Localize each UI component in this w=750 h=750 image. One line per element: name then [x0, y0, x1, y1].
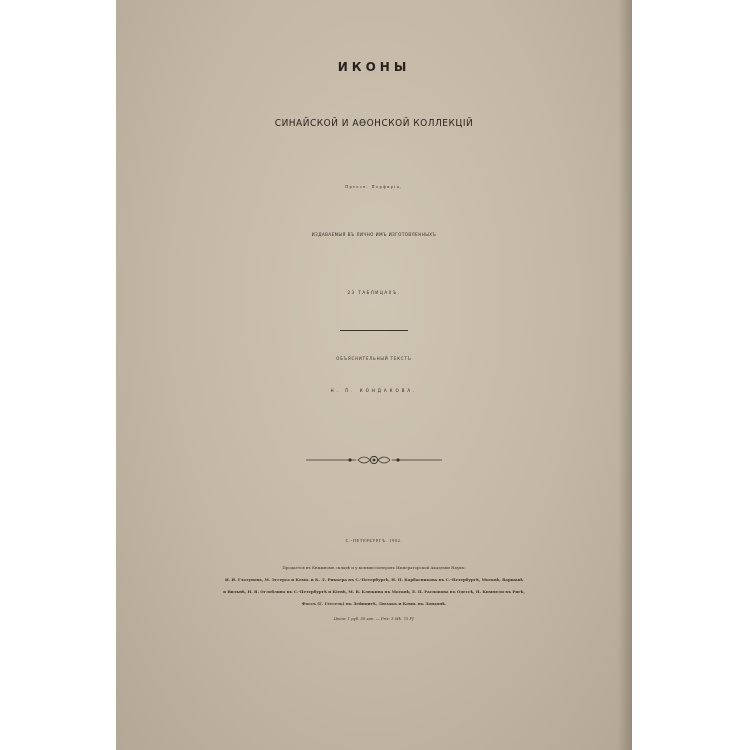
sale-line-1: Продается въ Книжномъ складѣ и у коммиссіонеровъ Императорской Академіи Наукъ:	[282, 565, 466, 570]
city-year: С.-ПЕТЕРБУРГЪ. 1902.	[345, 538, 403, 543]
divider-rule	[340, 330, 408, 331]
explanatory-author: Н. П. КОНДАКОВА.	[330, 388, 418, 393]
tables-line: 23 ТАБЛИЦАХЪ.	[347, 290, 401, 295]
sale-line-2: И. И. Глазунова, М. Эггерса и Комп. и К. Л. Риккера въ С.-Петербургѣ, Н. П. Карбасникова въ С.-Петербургѣ, Москвѣ, Варшавѣ	[224, 577, 524, 582]
published-line: ИЗДАВАЕМЫЯ ВЪ ЛИЧНО ИМЪ ИЗГОТОВЛЕННЫХЪ	[311, 232, 437, 237]
sale-line-3: и Вильнѣ, Н. Я. Оглоблина въ С.-Петербургѣ и Кіевѣ, М. В. Клюкина въ Москвѣ, Е. П. Распопова въ Одессѣ, Н. Киммеля въ Ригѣ,	[223, 589, 525, 594]
price-line: Цѣна: 1 руб. 50 коп. — Prix: 3 Mk. 75 Pf.	[333, 616, 415, 621]
collection-author: Преосв. Порфирія,	[345, 184, 403, 189]
ornament-divider	[304, 452, 444, 468]
book-title: ИКОНЫ	[337, 60, 411, 74]
page-edge-shadow-right	[618, 0, 632, 750]
book-subtitle: СИНАЙСКОЙ И АѲОНСКОЙ КОЛЛЕКЦІЙ	[274, 118, 474, 129]
title-page	[116, 0, 632, 750]
sale-line-4: Фоссъ (Г. Гессель) въ Лейпцигѣ, Люзакъ и Комп. въ Лондонѣ.	[301, 601, 447, 606]
explanatory-text-label: ОБЪЯСНИТЕЛЬНЫЙ ТЕКСТЪ	[336, 356, 412, 361]
